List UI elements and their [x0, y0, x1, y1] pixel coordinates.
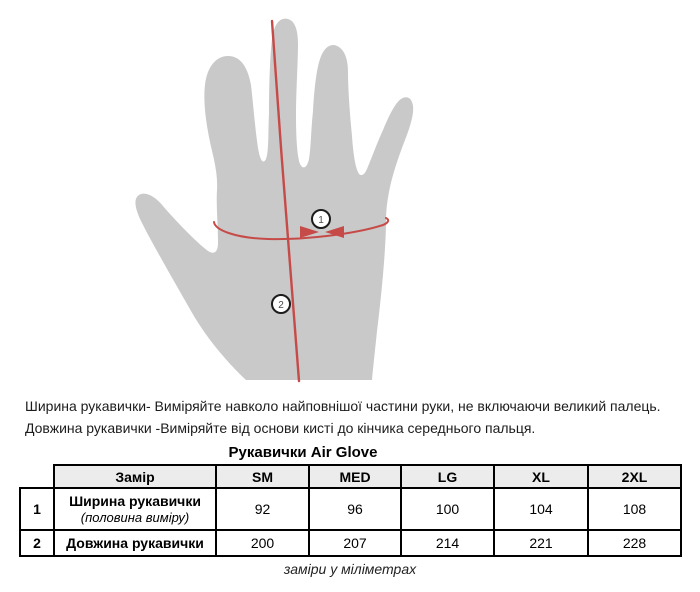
length-value-lg: 214 [401, 530, 494, 556]
marker-1-number: 1 [318, 215, 324, 226]
header-size-lg: LG [401, 465, 494, 488]
row-label-length [54, 530, 216, 556]
width-value-xl: 104 [494, 488, 588, 530]
header-size-xl: XL [494, 465, 588, 488]
hand-silhouette-shape [135, 19, 413, 380]
length-value-2xl: 228 [588, 530, 681, 556]
description-line-length: Довжина рукавички -Виміряйте від основи кисті до кінчика середнього пальця. [25, 420, 536, 436]
description-line-width: Ширина рукавички- Виміряйте навколо найповнішої частини руки, не включаючи великий палець. [25, 398, 661, 414]
table-row-width [20, 488, 681, 530]
row-label-width [54, 488, 216, 530]
width-value-med: 96 [309, 488, 401, 530]
marker-2-number: 2 [278, 300, 284, 311]
length-value-med: 207 [309, 530, 401, 556]
width-value-sm: 92 [216, 488, 309, 530]
marker-2 [272, 295, 290, 313]
row-number: 1 [20, 488, 54, 530]
row-label-sub: (половина виміру) [80, 510, 190, 525]
width-value-lg: 100 [401, 488, 494, 530]
length-value-sm: 200 [216, 530, 309, 556]
length-value-xl: 221 [494, 530, 588, 556]
units-caption: заміри у міліметрах [283, 561, 417, 577]
row-label-main: Ширина рукавички [69, 493, 201, 509]
header-size-med: MED [309, 465, 401, 488]
table-row-length [20, 530, 681, 556]
size-table [19, 464, 682, 557]
size-table-title: Рукавички Air Glove [228, 444, 378, 461]
measuring-instructions [25, 395, 661, 439]
size-table-header-row [20, 465, 681, 488]
header-measure: Замір [54, 465, 216, 488]
marker-1 [312, 210, 330, 228]
header-size-2xl: 2XL [588, 465, 681, 488]
row-number: 2 [20, 530, 54, 556]
width-value-2xl: 108 [588, 488, 681, 530]
row-label-main: Довжина рукавички [66, 534, 204, 551]
header-size-sm: SM [216, 465, 309, 488]
header-corner-cell [20, 465, 54, 488]
